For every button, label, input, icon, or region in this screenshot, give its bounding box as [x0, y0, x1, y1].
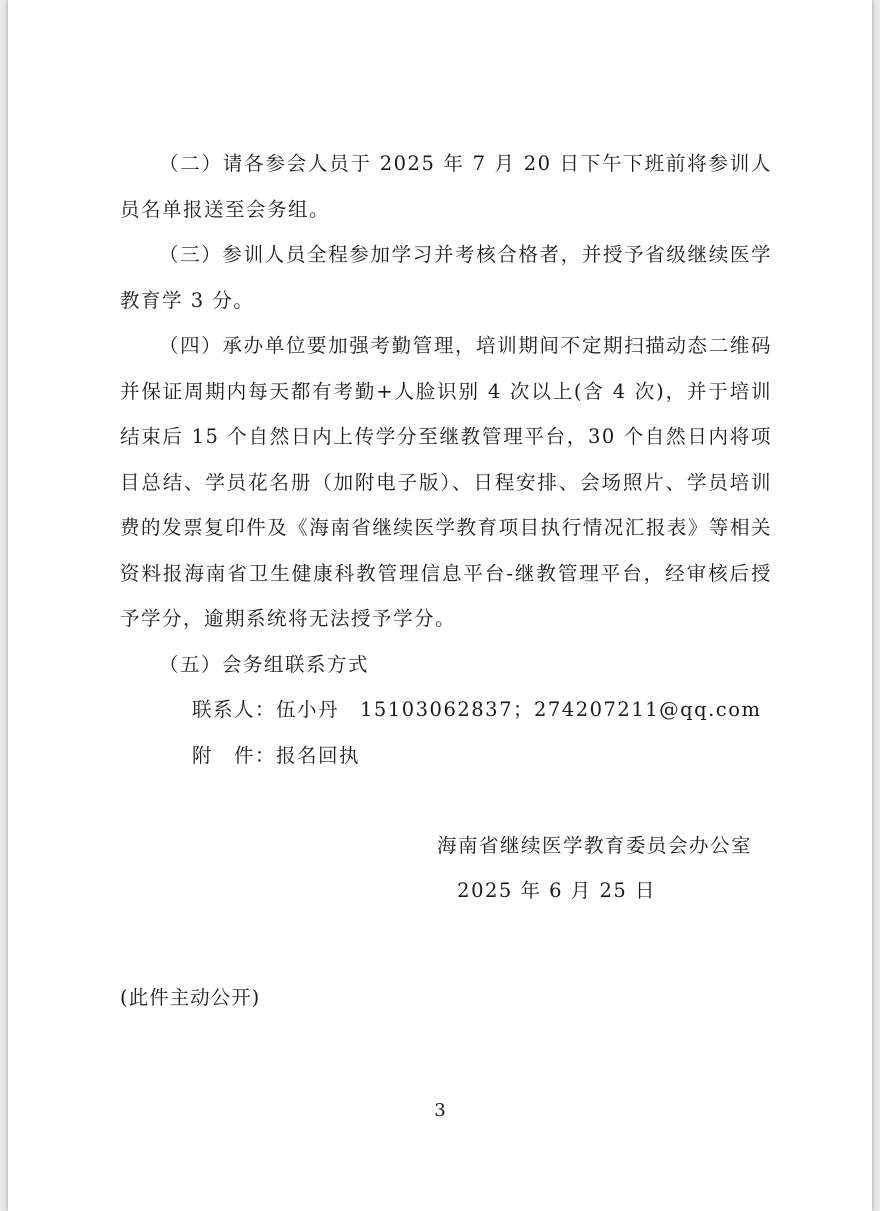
page-number: 3: [434, 1100, 446, 1121]
paragraph-contact-heading: （五）会务组联系方式: [159, 652, 370, 676]
public-disclosure-note: (此件主动公开): [120, 986, 261, 1009]
attachment-line: 附 件：报名回执: [192, 743, 361, 767]
issuing-organization: 海南省继续医学教育委员会办公室: [436, 834, 752, 857]
document-page: [8, 0, 872, 1211]
signature-block: [437, 823, 752, 913]
document-body: [120, 141, 772, 778]
paragraph-registration-deadline: （二）请各参会人员于 2025 年 7 月 20 日下午下班前将参训人员名单报送至会务组。: [120, 152, 772, 221]
contact-person-line: 联系人：伍小丹 15103062837；274207211@qq.com: [192, 698, 762, 721]
issue-date: 2025 年 6 月 25 日: [457, 879, 656, 902]
paragraph-attendance-management: （四）承办单位要加强考勤管理，培训期间不定期扫描动态二维码并保证周期内每天都有考勤+人脸识别 4 次以上(含 4 次)，并于培训结束后 15 个自然日内上传学分至继教管理平台，30 个自然日内将项目总结、学员花名册（加附电子版）、日程安排、会场照片、学员培训费的发票复印件及《海南省继续医学教育项目执行情况汇报表》等相关资料报海南省卫生健康科教管理信息平台-继教管理平台，经审核后授予学分，逾期系统将无法授予学分。: [120, 334, 772, 630]
paragraph-credit-award: （三）参训人员全程参加学习并考核合格者，并授予省级继续医学教育学 3 分。: [120, 243, 772, 312]
